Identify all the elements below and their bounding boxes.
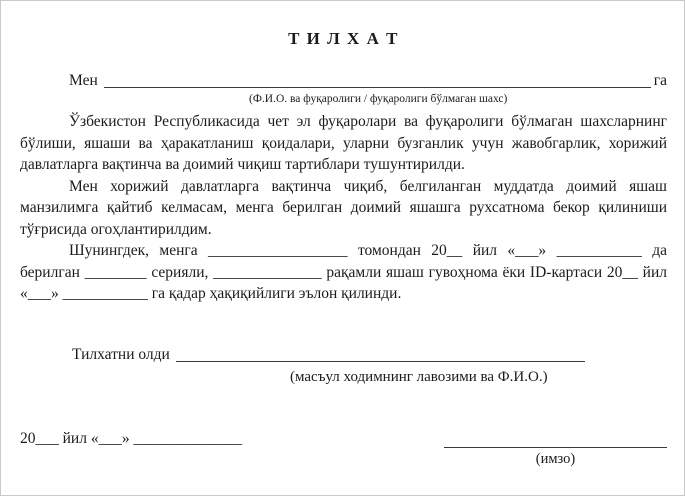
- signature-block: [444, 430, 667, 468]
- official-caption: (масъул ходимнинг лавозими ва Ф.И.О.): [290, 368, 548, 385]
- declarant-suffix-label: га: [653, 72, 667, 89]
- declarant-caption: (Ф.И.О. ва фуқаролиги / фуқаролиги бўлмаган шахс): [249, 93, 508, 105]
- footer: [20, 430, 667, 468]
- received-by-line: [20, 345, 588, 365]
- declarant-prefix-label: Мен: [69, 72, 98, 89]
- signature-blank-line: [444, 430, 667, 448]
- date-line: 20___ йил «___» ______________: [20, 429, 242, 447]
- document-title: Т И Л Х А Т: [288, 29, 399, 48]
- declarant-name-blank-line: [104, 87, 651, 88]
- received-by-label: Тилхатни олди: [72, 345, 170, 363]
- declarant-line: [20, 71, 667, 91]
- paragraph-document-validity: Шунингдек, менга __________________ томондан 20__ йил «___» ___________ да берилган ________ серияли, ______________ рақамли яшаш гувоҳнома ёки ID-картаси 20__ йил «___» ___________ га қадар ҳақиқийлиги эълон қилинди.: [20, 242, 667, 302]
- signature-caption: (имзо): [535, 450, 576, 467]
- paragraph-rules: Ўзбекистон Республикасида чет эл фуқаролари ва фуқаролиги бўлмаган шахсларнинг бўлиши, яшаши ва ҳаракатланиш қоидалари, уларни бузганлик учун жавобгарлик, хорижий давлатларга вақтинча ва доимий чиқиш тартиблари тушунтирилди.: [20, 113, 667, 173]
- official-name-blank-line: [176, 361, 585, 362]
- paragraph-warning: Мен хорижий давлатларга вақтинча чиқиб, белгиланган муддатда доимий яшаш манзилимга қайтиб келмасам, менга берилган доимий яшашга рухсатнома бекор қилиниши тўғрисида огоҳлантирилдим.: [20, 177, 667, 238]
